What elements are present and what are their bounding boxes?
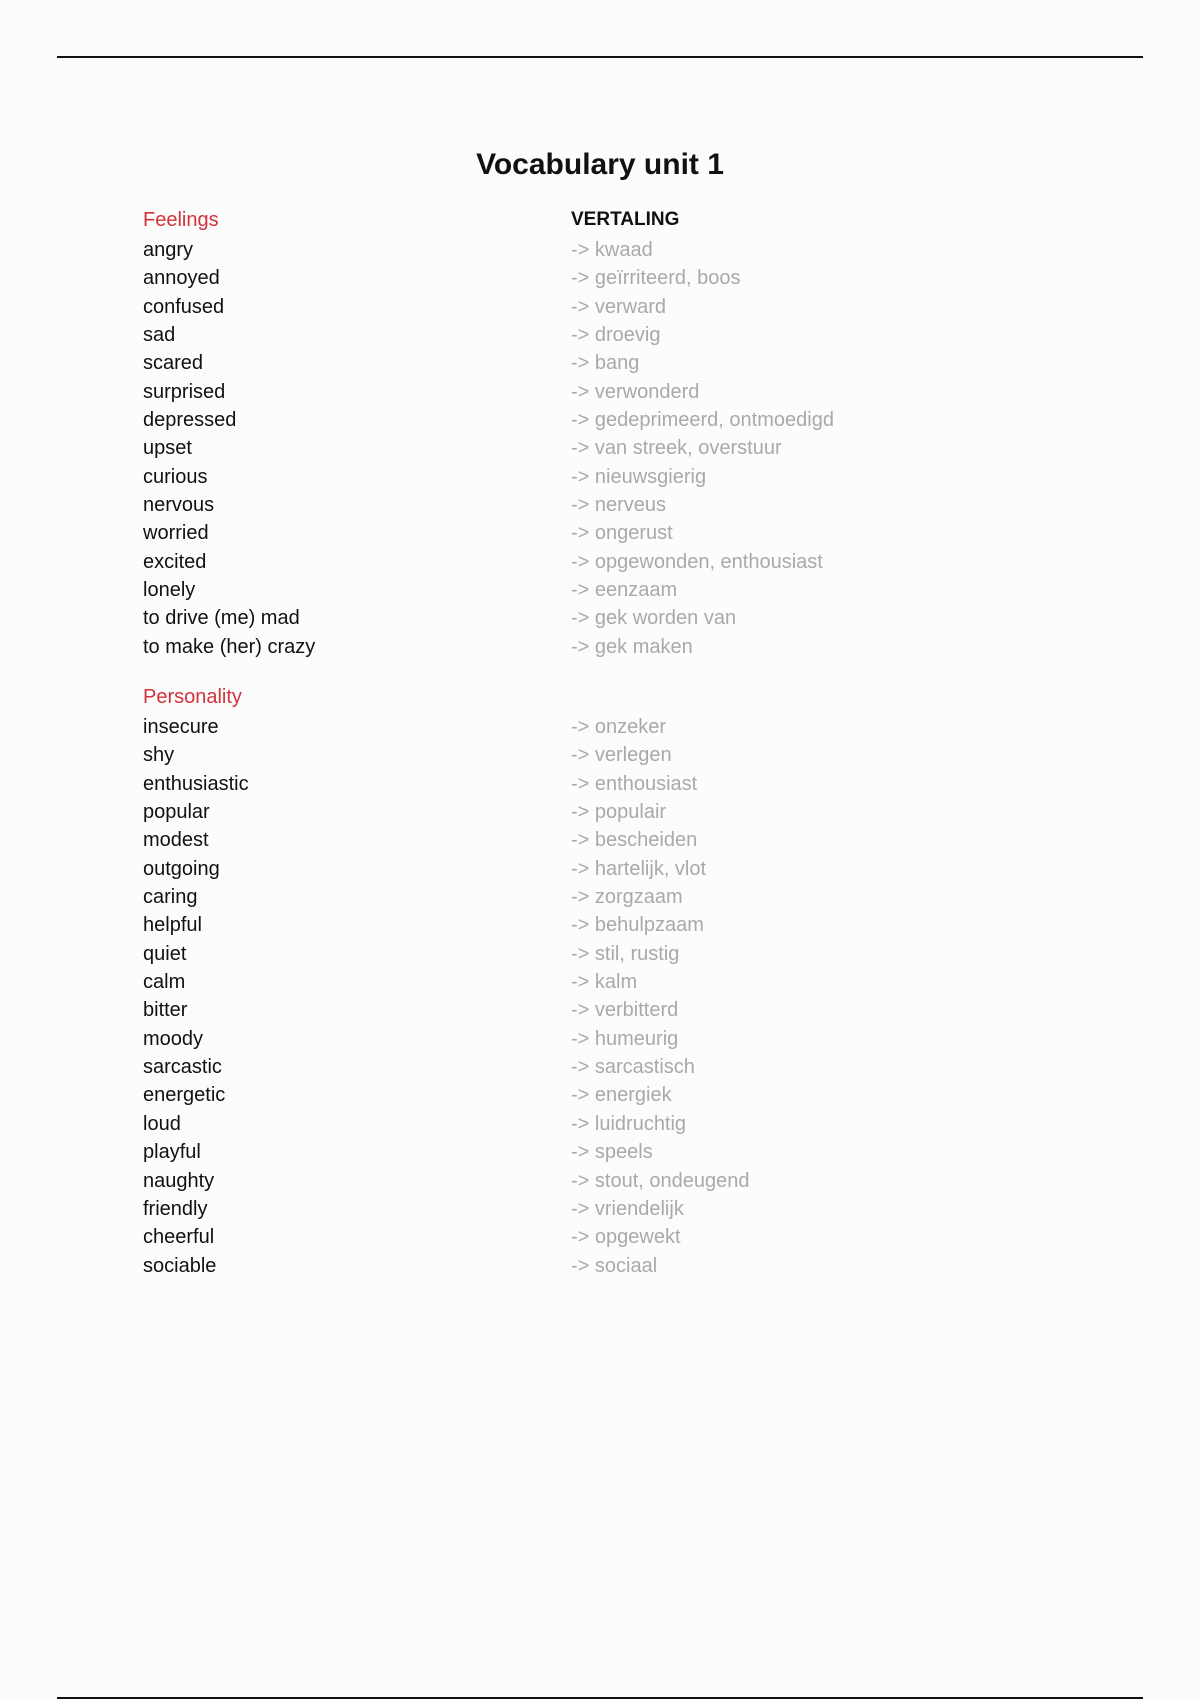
vocab-translation: -> ongerust: [571, 522, 673, 545]
vocab-row: [143, 1167, 1043, 1195]
vocab-row: [143, 741, 1043, 769]
vocab-row: [143, 1138, 1043, 1166]
vocab-word: upset: [143, 437, 192, 460]
vocab-translation: -> gedeprimeerd, ontmoedigd: [571, 409, 834, 432]
translation-column-heading: VERTALING: [571, 209, 680, 230]
vocab-row: [143, 1053, 1043, 1081]
vocab-row: [143, 349, 1043, 377]
vocab-row: [143, 604, 1043, 632]
vocab-word: sad: [143, 324, 176, 347]
vocab-translation: -> stout, ondeugend: [571, 1169, 750, 1192]
vocab-translation: -> opgewekt: [571, 1226, 681, 1249]
vocab-row: [143, 1195, 1043, 1223]
vocab-row: [143, 940, 1043, 968]
vocab-translation: -> onzeker: [571, 716, 667, 738]
vocab-word: lonely: [143, 579, 196, 602]
vocab-translation: -> verbitterd: [571, 999, 679, 1022]
vocab-word: popular: [143, 801, 210, 824]
vocab-row: [143, 633, 1043, 661]
vocab-word: playful: [143, 1141, 201, 1164]
header-row: [143, 204, 1043, 236]
feelings-list: [143, 236, 1043, 661]
vocab-word: helpful: [143, 914, 202, 937]
vocab-row: [143, 321, 1043, 349]
vocab-row: [143, 883, 1043, 911]
vocab-word: excited: [143, 550, 207, 573]
vocab-translation: -> gek maken: [571, 635, 693, 658]
vocab-translation: -> stil, rustig: [571, 942, 680, 965]
vocab-translation: -> vriendelijk: [571, 1197, 684, 1220]
vocab-row: [143, 463, 1043, 491]
vocab-row: [143, 519, 1043, 547]
vocab-translation: -> geïrriteerd, boos: [571, 267, 741, 290]
vocab-translation: -> luidruchtig: [571, 1112, 687, 1135]
vocab-translation: -> eenzaam: [571, 579, 678, 602]
section-heading-personality: Personality: [143, 686, 242, 708]
vocab-word: confused: [143, 295, 225, 318]
section-heading-feelings: Feelings: [143, 209, 219, 231]
vocab-row: [143, 996, 1043, 1024]
vocab-row: [143, 1025, 1043, 1053]
vocab-word: outgoing: [143, 857, 220, 880]
vocab-translation: -> verward: [571, 295, 667, 318]
vocab-row: [143, 911, 1043, 939]
vocab-translation: -> hartelijk, vlot: [571, 857, 707, 880]
vocab-row: [143, 293, 1043, 321]
vocab-row: [143, 264, 1043, 292]
vocab-translation: -> kwaad: [571, 239, 653, 261]
vocab-word: to make (her) crazy: [143, 635, 316, 658]
vocab-word: surprised: [143, 380, 226, 403]
vocab-word: enthusiastic: [143, 772, 249, 795]
vocab-translation: -> speels: [571, 1141, 653, 1164]
vocab-translation: -> bang: [571, 352, 640, 375]
vocab-row: [143, 855, 1043, 883]
vocab-word: to drive (me) mad: [143, 607, 300, 630]
vocab-translation: -> droevig: [571, 324, 661, 347]
vocab-row: [143, 236, 1043, 264]
bottom-rule: [57, 1697, 1143, 1699]
vocab-translation: -> gek worden van: [571, 607, 737, 630]
vocab-word: insecure: [143, 716, 219, 738]
vocab-translation: -> enthousiast: [571, 772, 698, 795]
vocab-translation: -> nerveus: [571, 494, 667, 517]
vocab-word: quiet: [143, 942, 187, 965]
vocab-word: worried: [143, 522, 209, 545]
vocab-word: angry: [143, 239, 194, 261]
vocab-translation: -> bescheiden: [571, 829, 698, 852]
vocab-row: [143, 576, 1043, 604]
vocab-word: depressed: [143, 409, 237, 432]
vocab-word: friendly: [143, 1197, 208, 1220]
vocab-word: cheerful: [143, 1226, 215, 1249]
vocab-word: calm: [143, 971, 186, 994]
vocab-word: curious: [143, 465, 208, 488]
vocab-translation: -> sociaal: [571, 1254, 658, 1277]
vocab-row: [143, 1223, 1043, 1251]
vocab-translation: -> kalm: [571, 971, 638, 994]
vocab-translation: -> humeurig: [571, 1027, 679, 1050]
vocab-word: energetic: [143, 1084, 226, 1107]
vocab-translation: -> van streek, overstuur: [571, 437, 782, 460]
vocab-row: [143, 434, 1043, 462]
vocab-word: naughty: [143, 1169, 215, 1192]
vocab-word: moody: [143, 1027, 204, 1050]
vocab-translation: -> behulpzaam: [571, 914, 704, 937]
vocab-row: [143, 1081, 1043, 1109]
vocab-translation: -> populair: [571, 801, 667, 824]
vocab-word: modest: [143, 829, 209, 852]
vocab-translation: -> sarcastisch: [571, 1056, 695, 1079]
vocab-word: sociable: [143, 1254, 217, 1277]
vocab-translation: -> zorgzaam: [571, 886, 683, 909]
vocab-row: [143, 770, 1043, 798]
vocab-translation: -> verlegen: [571, 744, 672, 767]
vocab-word: loud: [143, 1112, 181, 1135]
vocab-row: [143, 1252, 1043, 1280]
vocab-translation: -> energiek: [571, 1084, 672, 1107]
vocab-word: bitter: [143, 999, 188, 1022]
vocab-word: annoyed: [143, 267, 220, 290]
vocab-row: [143, 406, 1043, 434]
vocab-translation: -> nieuwsgierig: [571, 465, 707, 488]
vocab-word: nervous: [143, 494, 215, 517]
vocab-row: [143, 826, 1043, 854]
vocab-row: [143, 1110, 1043, 1138]
vocab-word: sarcastic: [143, 1056, 222, 1079]
vocab-row: [143, 491, 1043, 519]
vocab-row: [143, 713, 1043, 741]
vocab-word: shy: [143, 744, 175, 767]
vocab-word: scared: [143, 352, 204, 375]
vocab-translation: -> verwonderd: [571, 380, 700, 403]
vocab-word: caring: [143, 886, 198, 909]
vocab-row: [143, 798, 1043, 826]
vocab-row: [143, 968, 1043, 996]
page-title: Vocabulary unit 1: [476, 148, 724, 181]
vocab-translation: -> opgewonden, enthousiast: [571, 550, 823, 573]
personality-list: [143, 713, 1043, 1280]
top-rule: [57, 56, 1143, 58]
vocab-row: [143, 378, 1043, 406]
vocab-row: [143, 548, 1043, 576]
